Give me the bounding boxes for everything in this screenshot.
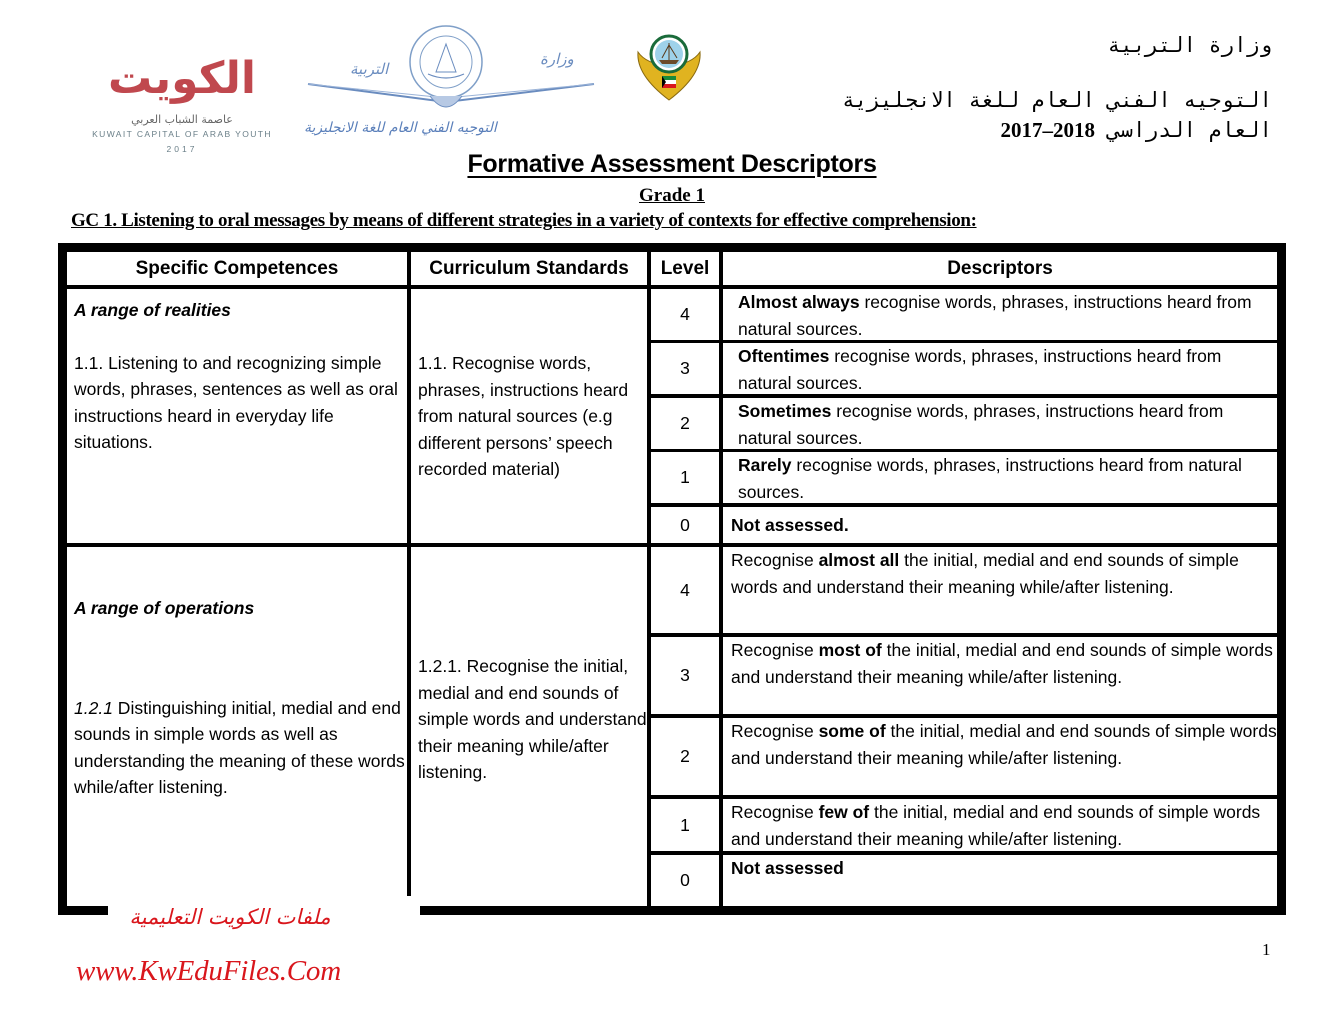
section-1-descriptor-0	[723, 507, 1277, 543]
section-2-descriptor-2	[723, 718, 1277, 795]
section-1-competence-body	[74, 350, 407, 456]
section-1-descriptor-3	[723, 343, 1277, 394]
section-1-competence-code: 1.1.	[74, 352, 104, 373]
descriptor-emphasis: Not assessed.	[731, 515, 849, 535]
section-1-competence-text: Listening to and recognizing simple words, phrases, sentences as well as oral instructions heard in everyday life situations.	[74, 352, 398, 452]
section-2-level-3: 3	[651, 637, 719, 714]
general-competence-text: GC 1. Listening to oral messages by means of different strategies in a variety of contexts for effective comprehension:	[71, 210, 977, 231]
section-2-descriptor-0	[723, 855, 1277, 906]
descriptor-emphasis: some of	[818, 721, 886, 741]
descriptor-emphasis: most of	[818, 640, 882, 660]
descriptor-text: the initial, medial and end sounds of simple words and understand their meaning while/after listening.	[731, 802, 1261, 849]
section-2-level-4: 4	[651, 547, 719, 633]
ministry-name-arabic: وزارة التربية	[1107, 33, 1272, 57]
descriptor-text: recognise words, phrases, instructions heard from natural sources.	[738, 346, 1222, 393]
descriptor-text: recognise words, phrases, instructions heard from natural sources.	[738, 401, 1224, 448]
logo-english-tagline: KUWAIT CAPITAL OF ARAB YOUTH	[92, 129, 272, 139]
section-2-competence-cell	[67, 547, 407, 906]
descriptor-emphasis: Rarely	[738, 455, 792, 475]
descriptor-emphasis: few of	[818, 802, 870, 822]
section-2-level-2: 2	[651, 718, 719, 795]
kuwait-wordmark: الكويت	[108, 53, 256, 104]
ministry-logo-right-word: وزارة	[540, 50, 574, 68]
page-number: 1	[1262, 940, 1271, 959]
section-2-competence-code: 1.2.1	[74, 697, 113, 718]
ministry-emblem-icon	[300, 22, 600, 142]
descriptor-text: the initial, medial and end sounds of simple words and understand their meaning while/after listening.	[731, 550, 1239, 597]
logo-year: 2017	[166, 144, 198, 154]
section-2-standard-cell: 1.2.1. Recognise the initial, medial and end sounds of simple words and understand their meaning while/after listening.	[411, 547, 647, 906]
descriptor-text: Recognise	[731, 802, 819, 822]
section-1-competence-heading: A range of realities	[74, 300, 231, 320]
section-2-competence-body	[74, 695, 407, 801]
descriptor-emphasis: Sometimes	[738, 401, 832, 421]
section-1-level-0: 0	[651, 507, 719, 543]
section-1-standard-cell: 1.1. Recognise words, phrases, instructions heard from natural sources (e.g different persons’ speech recorded material)	[411, 289, 647, 543]
descriptor-text: recognise words, phrases, instructions heard from natural sources.	[738, 455, 1242, 502]
ministry-logo-bottom-text: التوجيه الفني العام للغة الانجليزية	[304, 120, 497, 136]
column-header-specific-competences: Specific Competences	[67, 252, 407, 285]
section-1-level-3: 3	[651, 343, 719, 394]
section-2-descriptor-4	[723, 547, 1277, 633]
falcon-emblem-icon	[632, 30, 706, 104]
descriptor-text: recognise words, phrases, instructions heard from natural sources.	[738, 292, 1252, 339]
section-1-competence-cell	[67, 289, 407, 543]
column-header-curriculum-standards: Curriculum Standards	[411, 252, 647, 285]
academic-year-value: 2017–2018	[1000, 118, 1095, 142]
ministry-logo-left-word: التربية	[350, 60, 389, 78]
document-title-text: Formative Assessment Descriptors	[467, 150, 877, 178]
descriptor-text: Recognise	[731, 550, 819, 570]
section-1-descriptor-2	[723, 398, 1277, 449]
section-2-level-1: 1	[651, 799, 719, 851]
section-2-level-0: 0	[651, 855, 719, 906]
descriptor-emphasis: Almost always	[738, 292, 860, 312]
section-1-level-1: 1	[651, 452, 719, 503]
watermark-arabic: ملفات الكويت التعليمية	[129, 905, 331, 929]
watermark-url-link[interactable]: www.KwEduFiles.Com	[76, 955, 341, 987]
document-title	[0, 150, 1320, 179]
section-2-descriptor-1	[723, 799, 1277, 851]
section-2-competence-text: Distinguishing initial, medial and end sounds in simple words as well as understanding the meaning of these words while/after listening.	[74, 697, 405, 797]
academic-year-arabic	[1000, 118, 1272, 143]
section-1-level-4: 4	[651, 289, 719, 340]
descriptor-text: the initial, medial and end sounds of simple words and understand their meaning while/after listening.	[731, 640, 1273, 687]
section-2-descriptor-3	[723, 637, 1277, 714]
descriptor-text: Recognise	[731, 640, 819, 660]
section-1-descriptor-4	[723, 289, 1277, 340]
assessment-table	[58, 243, 1286, 915]
descriptor-text: Recognise	[731, 721, 819, 741]
column-header-level: Level	[651, 252, 719, 285]
section-1-level-2: 2	[651, 398, 719, 449]
grade-heading-text: Grade 1	[639, 185, 705, 206]
kuwait-state-emblem	[632, 30, 706, 104]
descriptor-emphasis: Not assessed	[731, 858, 844, 878]
column-header-descriptors: Descriptors	[723, 252, 1277, 285]
grade-heading	[0, 185, 1320, 207]
descriptor-text: the initial, medial and end sounds of simple words and understand their meaning while/after listening.	[731, 721, 1277, 768]
ministry-of-education-logo	[300, 22, 600, 142]
department-name-arabic: التوجيه الفني العام للغة الانجليزية	[842, 88, 1272, 112]
general-competence-heading	[71, 210, 977, 232]
descriptor-emphasis: Oftentimes	[738, 346, 830, 366]
descriptor-emphasis: almost all	[818, 550, 900, 570]
section-1-descriptor-1	[723, 452, 1277, 503]
academic-year-label: العام الدراسي	[1107, 118, 1272, 142]
section-2-competence-heading: A range of operations	[74, 598, 255, 618]
logo-arabic-tagline: عاصمة الشباب العربي	[131, 113, 233, 126]
